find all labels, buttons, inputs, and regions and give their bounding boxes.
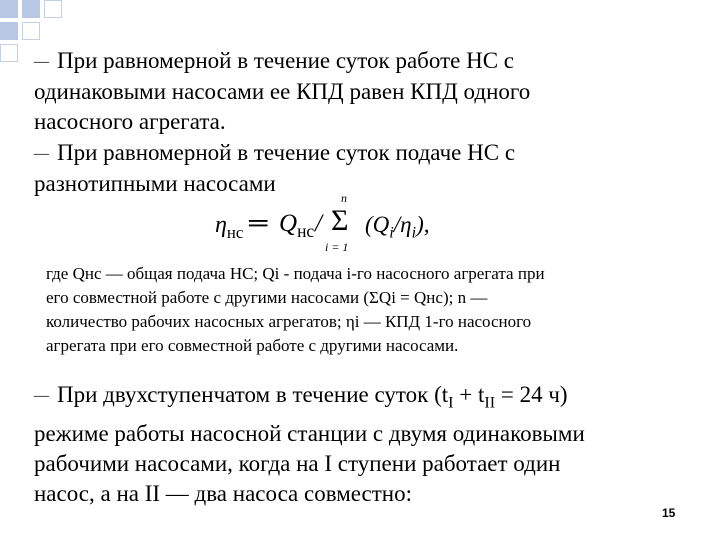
formula-eta: $\eta_{нс}$ <box>215 212 244 242</box>
bullet-1 <box>34 46 530 137</box>
subscript-i: I <box>448 394 454 412</box>
bullet-2-line-2: разнотипными насосами <box>34 171 276 196</box>
formula-sigma: Σ <box>331 204 349 237</box>
bullet-3-line-4: насос, а на II — два насоса совместно: <box>34 480 412 506</box>
formula-term: $(Q_i/\eta_i)$, <box>365 212 430 242</box>
note-line-2: его совместной работе с другими насосами (ΣQi = Qнс); n — <box>46 288 488 307</box>
note-line-1: где Qнс — общая подача НС; Qi - подача i-го насосного агрегата при <box>46 264 545 283</box>
formula-q: $Q_{нс}$ <box>279 210 315 241</box>
formula <box>205 191 505 260</box>
bullet-1-line-2: одинаковыми насосами ее КПД равен КПД одного <box>34 79 531 104</box>
bullet-marker: — <box>34 54 49 70</box>
formula-note <box>46 262 696 358</box>
note-line-4: агрегата при его совместной работе с другими насосами. <box>46 336 459 355</box>
bullet-1-line-1: При равномерной в течение суток работе НС с <box>57 48 514 73</box>
page-number: 15 <box>662 506 676 520</box>
formula-sum-top: n <box>341 191 347 205</box>
bullet-3-line-3: рабочими насосами, когда на I ступени работает один <box>34 450 561 476</box>
bullet-marker: — <box>34 146 49 162</box>
bullet-3 <box>34 380 585 509</box>
formula-slash: / <box>315 210 322 237</box>
bullet-3-line-1b: + t <box>453 382 485 407</box>
bullet-3-line-1c: = 24 ч) <box>495 382 568 407</box>
bullet-2-line-1: При равномерной в течение суток подаче НС с <box>57 140 516 165</box>
subscript-ii: II <box>484 394 496 412</box>
formula-equals: ═ <box>249 208 268 237</box>
formula-sum-bottom: i = 1 <box>325 240 349 254</box>
bullet-3-line-2: режиме работы насосной станции с двумя одинаковыми <box>34 420 585 446</box>
bullet-2 <box>34 138 515 199</box>
note-line-3: количество рабочих насосных агрегатов; ηi — КПД 1-го насосного <box>46 312 532 331</box>
bullet-1-line-3: насосного агрегата. <box>34 109 226 134</box>
bullet-marker: — <box>34 388 49 404</box>
bullet-3-line-1a: При двухступенчатом в течение суток (t <box>57 382 449 407</box>
